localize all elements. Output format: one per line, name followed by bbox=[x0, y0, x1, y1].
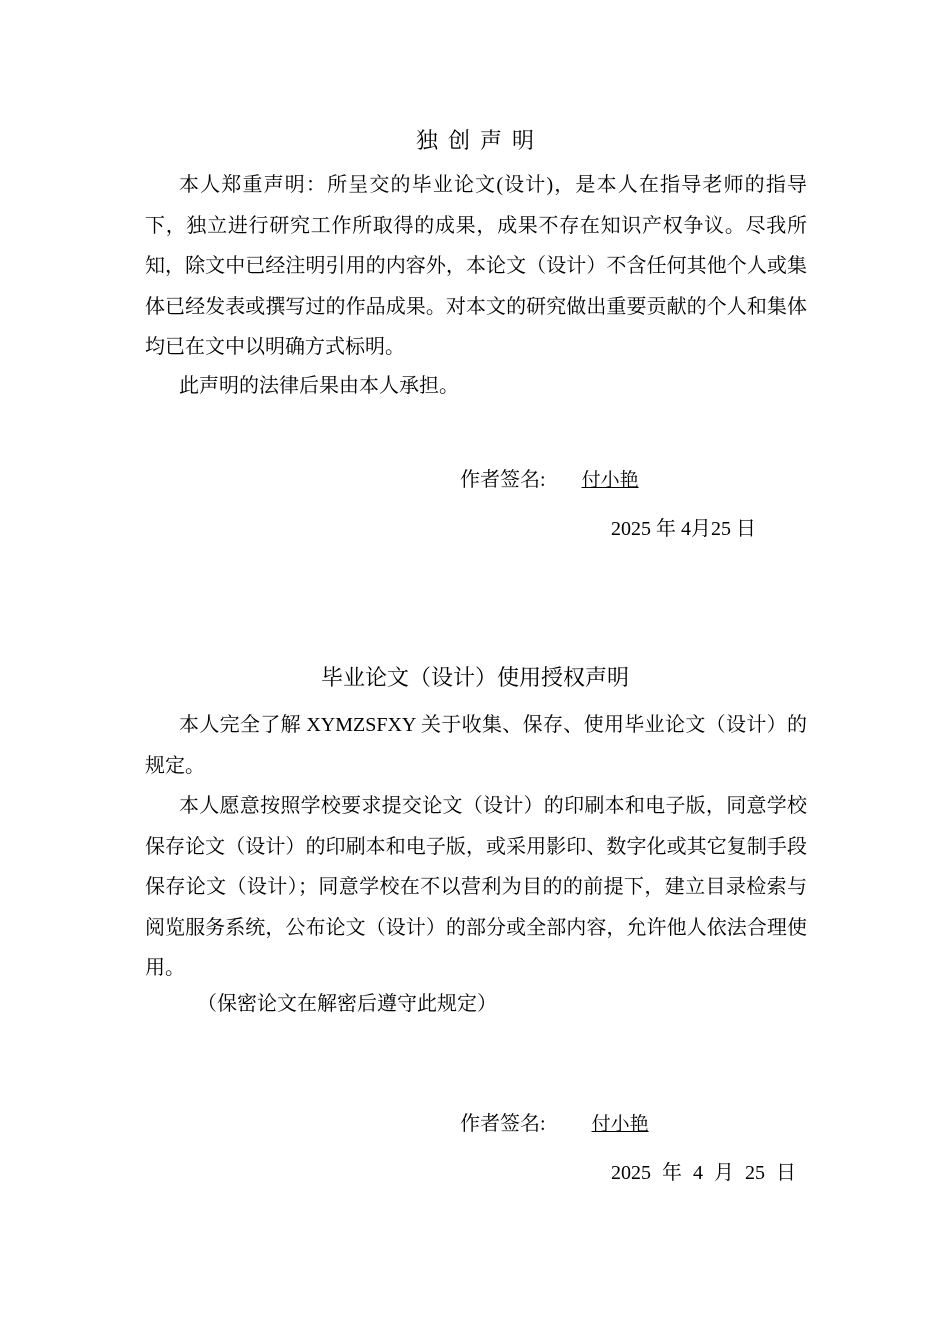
date-year-unit: 年 bbox=[662, 1162, 682, 1184]
signature-name: 付小艳 bbox=[581, 469, 639, 491]
date-day-unit: 日 bbox=[776, 1162, 796, 1184]
date-month-unit: 月 bbox=[691, 518, 711, 540]
date-month-unit: 月 bbox=[714, 1162, 734, 1184]
originality-date bbox=[611, 514, 756, 544]
date-day-unit: 日 bbox=[736, 518, 756, 540]
date-month: 4 bbox=[693, 1162, 703, 1184]
date-day: 25 bbox=[711, 518, 731, 540]
date-year-unit: 年 bbox=[656, 518, 676, 540]
authorization-date bbox=[611, 1158, 796, 1188]
authorization-confidential-note: （保密论文在解密后遵守此规定） bbox=[197, 993, 497, 1015]
date-month: 4 bbox=[681, 518, 691, 540]
authorization-title: 毕业论文（设计）使用授权声明 bbox=[320, 666, 629, 691]
authorization-paragraph-consent: 本人愿意按照学校要求提交论文（设计）的印刷本和电子版，同意学校保存论文（设计）的印刷本和电子版，或采用影印、数字化或其它复制手段保存论文（设计）；同意学校在不以营利为目的的前提下，建立目录检索与阅览服务系统，公布论文（设计）的部分或全部内容，允许他人依法合理使用。 bbox=[145, 795, 807, 979]
signature-label: 作者签名: bbox=[460, 469, 546, 491]
date-year: 2025 bbox=[611, 518, 651, 540]
authorization-paragraph-regulations: 本人完全了解 XYMZSFXY 关于收集、保存、使用毕业论文（设计）的规定。 bbox=[145, 714, 807, 777]
authorization-signature bbox=[460, 1109, 657, 1139]
signature-label: 作者签名: bbox=[460, 1113, 546, 1135]
originality-paragraph: 本人郑重声明：所呈交的毕业论文(设计)，是本人在指导老师的指导下，独立进行研究工作所取得的成果，成果不存在知识产权争议。尽我所知，除文中已经注明引用的内容外，本论文（设计）不含任何其他个人或集体已经发表或撰写过的作品成果。对本文的研究做出重要贡献的个人和集体均已在文中以明确方式标明。 bbox=[145, 174, 807, 358]
originality-liability-paragraph: 此声明的法律后果由本人承担。 bbox=[179, 375, 459, 397]
signature-name: 付小艳 bbox=[591, 1113, 649, 1135]
date-year: 2025 bbox=[611, 1162, 651, 1184]
originality-title: 独创声明 bbox=[415, 129, 544, 154]
date-day: 25 bbox=[745, 1162, 765, 1184]
originality-signature bbox=[460, 465, 647, 495]
